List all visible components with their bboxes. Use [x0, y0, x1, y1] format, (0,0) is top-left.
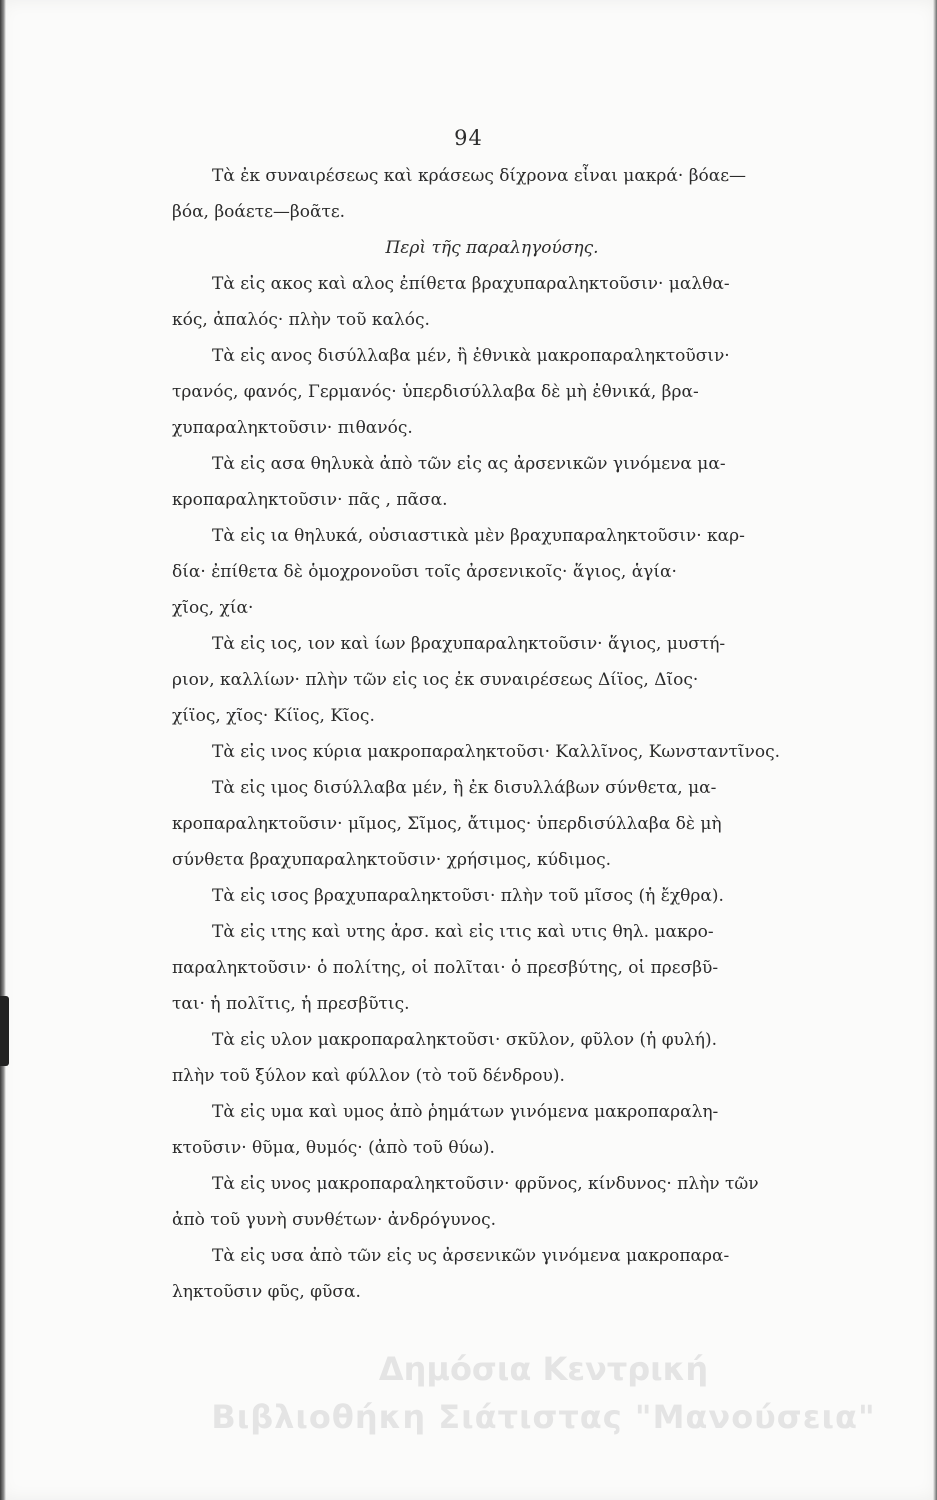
page-body [172, 158, 832, 1310]
text-line: παραληκτοῦσιν· ὁ πολίτης, οἱ πολῖται· ὁ πρεσβύτης, οἱ πρεσβῦ- [172, 958, 719, 978]
scan-edge-left [0, 0, 6, 1500]
text-line: Τὰ εἰς ισος βραχυπαραληκτοῦσι· πλὴν τοῦ μῖσος (ἡ ἔχθρα). [212, 886, 724, 906]
text-line: Τὰ εἰς ιος, ιον καὶ ίων βραχυπαραληκτοῦσιν· ἅγιος, μυστή- [212, 634, 726, 654]
text-line: Τὰ εἰς ιμος δισύλλαβα μέν, ἢ ἐκ δισυλλάβων σύνθετα, μα- [212, 778, 717, 798]
section-heading: Περὶ τῆς παραληγούσης. [385, 238, 599, 258]
text-line: Τὰ εἰς ιτης καὶ υτης ἀρσ. καὶ εἰς ιτις καὶ υτις θηλ. μακρο- [212, 922, 714, 942]
watermark-line: Δημόσια Κεντρική [378, 1350, 709, 1388]
text-line: κτοῦσιν· θῦμα, θυμός· (ἀπὸ τοῦ θύω). [172, 1138, 495, 1158]
text-line: πλὴν τοῦ ξύλον καὶ φύλλον (τὸ τοῦ δένδρου). [172, 1066, 565, 1086]
library-watermark [0, 1345, 937, 1441]
text-line: Τὰ εἰς υλον μακροπαραληκτοῦσι· σκῦλον, φῦλον (ἡ φυλή). [212, 1030, 718, 1050]
text-line: ληκτοῦσιν φῦς, φῦσα. [172, 1282, 361, 1302]
watermark-line: Βιβλιοθήκη Σιάτιστας "Μανούσεια" [211, 1398, 876, 1436]
text-line: χῖος, χία· [172, 598, 254, 618]
text-line: κροπαραληκτοῦσιν· μῖμος, Σῖμος, ἄτιμος· ὑπερδισύλλαβα δὲ μὴ [172, 814, 722, 834]
text-line: βόα, βοάετε—βοᾶτε. [172, 202, 346, 222]
scan-edge-right [933, 0, 937, 1500]
paragraph-lines [172, 266, 832, 1310]
text-line: Τὰ εἰς ια θηλυκά, οὐσιαστικὰ μὲν βραχυπαραληκτοῦσιν· καρ- [212, 526, 745, 546]
text-line: κός, ἀπαλός· πλὴν τοῦ καλός. [172, 310, 430, 330]
text-line: ριον, καλλίων· πλὴν τῶν εἰς ιος ἐκ συναιρέσεως Δίϊος, Δῖος· [172, 670, 699, 690]
text-line: χυπαραληκτοῦσιν· πιθανός. [172, 418, 413, 438]
text-line: δία· ἐπίθετα δὲ ὁμοχρονοῦσι τοῖς ἀρσενικοῖς· ἅγιος, ἁγία· [172, 562, 677, 582]
text-line: σύνθετα βραχυπαραληκτοῦσιν· χρήσιμος, κύδιμος. [172, 850, 612, 870]
text-line: Τὰ εἰς ινος κύρια μακροπαραληκτοῦσι· Καλλῖνος, Κωνσταντῖνος. [212, 742, 781, 762]
text-line: Τὰ εἰς υμα καὶ υμος ἀπὸ ῥημάτων γινόμενα μακροπαραλη- [212, 1102, 719, 1122]
text-line: χίϊος, χῖος· Κίϊος, Κῖος. [172, 706, 375, 726]
page-number: 94 [454, 126, 483, 150]
text-line: Τὰ εἰς υνος μακροπαραληκτοῦσιν· φρῦνος, κίνδυνος· πλὴν τῶν [212, 1174, 759, 1194]
text-line: Τὰ εἰς ανος δισύλλαβα μέν, ἢ ἐθνικὰ μακροπαραληκτοῦσιν· [212, 346, 730, 366]
text-line: τρανός, φανός, Γερμανός· ὑπερδισύλλαβα δὲ μὴ ἐθνικά, βρα- [172, 382, 699, 402]
text-line: Τὰ εἰς ακος καὶ αλος ἐπίθετα βραχυπαραληκτοῦσιν· μαλθα- [212, 274, 730, 294]
text-line: ἀπὸ τοῦ γυνὴ συνθέτων· ἀνδρόγυνος. [172, 1210, 497, 1230]
text-line: κροπαραληκτοῦσιν· πᾶς , πᾶσα. [172, 490, 448, 510]
text-line: Τὰ ἐκ συναιρέσεως καὶ κράσεως δίχρονα εἶναι μακρά· βόαε— [212, 166, 747, 186]
binding-mark [0, 996, 9, 1066]
text-line: Τὰ εἰς ασα θηλυκὰ ἀπὸ τῶν εἰς ας ἀρσενικῶν γινόμενα μα- [212, 454, 726, 474]
text-line: ται· ἡ πολῖτις, ἡ πρεσβῦτις. [172, 994, 410, 1014]
text-line: Τὰ εἰς υσα ἀπὸ τῶν εἰς υς ἀρσενικῶν γινόμενα μακροπαρα- [212, 1246, 730, 1266]
